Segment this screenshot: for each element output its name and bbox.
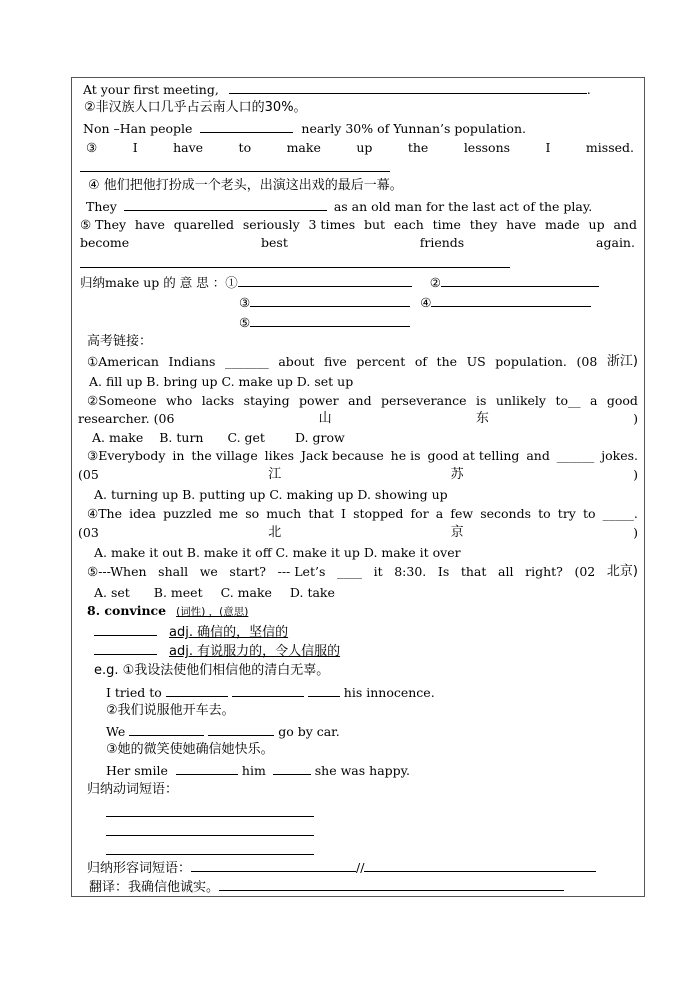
adj-form-1 [94, 623, 288, 641]
question-5-options[interactable] [94, 585, 335, 601]
word: seriously [242, 217, 300, 232]
word: Jack because [300, 448, 384, 463]
question-2 [87, 393, 638, 409]
answer-blank[interactable] [80, 159, 390, 172]
word: ③Everybody [87, 448, 166, 463]
word: 江 [268, 467, 282, 482]
word: 北 [268, 525, 282, 540]
word: he is [390, 448, 421, 463]
word: (02 [574, 564, 596, 579]
word: (05 [78, 467, 99, 482]
option-a[interactable]: A. make [92, 430, 144, 445]
answer-blank[interactable] [124, 198, 327, 211]
text: Her smile [106, 763, 168, 778]
word: about [278, 354, 315, 369]
sentence-5-en [80, 217, 637, 233]
word: (03 [78, 525, 99, 540]
word: me [218, 506, 239, 521]
word: and [526, 448, 550, 463]
word-heading [87, 603, 248, 620]
text: I tried to [106, 685, 162, 700]
summary-meanings-2 [239, 294, 591, 311]
word: in [172, 448, 185, 463]
answer-blank[interactable] [106, 823, 314, 836]
verb-phrase-label: 归纳动词短语： [87, 782, 179, 797]
word-title: 8. convince [87, 603, 167, 618]
answer-blank[interactable] [229, 81, 587, 94]
word: for [410, 506, 429, 521]
answer-blank[interactable] [250, 294, 410, 307]
example-2-zh: ②我们说服他开车去。 [106, 703, 235, 718]
word: the [407, 140, 429, 155]
answer-blank[interactable] [219, 878, 564, 891]
word: so [245, 506, 260, 521]
word: it [373, 564, 383, 579]
word: --- Let’s [277, 564, 326, 579]
question-4 [87, 506, 638, 522]
text: ③ [239, 295, 251, 310]
word: puzzled [163, 506, 212, 521]
word: _______ [225, 354, 269, 369]
example-1-zh: e.g. ①我设法使他们相信他的清白无辜。 [94, 663, 330, 678]
word: I [545, 140, 551, 155]
question-3 [87, 448, 638, 464]
answer-blank[interactable] [431, 294, 591, 307]
section-heading: 高考链接： [87, 334, 153, 349]
word: ) [633, 467, 638, 482]
word: missed. [585, 140, 634, 155]
answer-blank[interactable] [364, 859, 596, 872]
text: she was happy. [314, 763, 411, 778]
word: ③ [86, 140, 98, 155]
answer-blank[interactable] [191, 859, 356, 872]
question-4-options[interactable]: A. make it out B. make it off C. make it up D. make it over [94, 545, 461, 560]
word: idea [129, 506, 156, 521]
adj-form-2 [94, 642, 340, 660]
answer-blank[interactable] [94, 623, 157, 636]
question-1-options[interactable]: A. fill up B. bring up C. make up D. set up [89, 374, 354, 389]
summary-meanings [80, 274, 599, 291]
word: a [435, 506, 444, 521]
word: try [557, 506, 576, 521]
word: all [498, 564, 514, 579]
answer-blank[interactable] [106, 842, 314, 855]
adj-phrase-label: 归纳形容词短语： [87, 861, 192, 876]
question-3-source [78, 467, 638, 483]
sentence-3-en [86, 140, 634, 156]
text: him [241, 763, 266, 778]
word: of [414, 354, 427, 369]
word: likes [264, 448, 295, 463]
word: to__ [555, 393, 581, 408]
text: They [86, 199, 117, 214]
example-1-en [106, 684, 435, 701]
word: stopped [353, 506, 404, 521]
word: and [348, 393, 372, 408]
sentence-4-en [86, 198, 592, 215]
word: unlikely [495, 393, 546, 408]
word: good at telling [427, 448, 520, 463]
sentence-5-en-cont [80, 235, 635, 251]
word: US [466, 354, 486, 369]
answer-blank[interactable] [208, 723, 274, 736]
adj-phrase-line [87, 859, 596, 877]
word: population. [495, 354, 567, 369]
word: ⑤ They [80, 217, 127, 232]
answer-blank[interactable] [308, 684, 340, 697]
separator: // [356, 860, 365, 875]
sentence-1 [83, 81, 591, 98]
word: time [432, 217, 461, 232]
word: again. [596, 235, 635, 250]
word: a [589, 393, 598, 408]
word: perseverance [381, 393, 467, 408]
answer-blank[interactable] [250, 314, 410, 327]
word: but [363, 217, 386, 232]
text: adj. 有说服力的，令人信服的 [168, 644, 341, 659]
question-4-source [78, 525, 638, 541]
word: start? [229, 564, 266, 579]
word: much [266, 506, 302, 521]
word: best [261, 235, 288, 250]
text: ⑤ [239, 315, 251, 330]
word: (08 [576, 354, 598, 369]
text: adj. 确信的，坚信的 [168, 625, 289, 640]
word: have [173, 140, 204, 155]
word: ⑤---When [87, 564, 147, 579]
answer-blank[interactable] [94, 642, 157, 655]
text: We [106, 724, 126, 739]
question-2-options[interactable] [92, 430, 345, 446]
sentence-4-zh: ④ 他们把他打扮成一个老头，出演这出戏的最后一幕。 [88, 178, 403, 193]
word: we [199, 564, 218, 579]
question-1 [87, 354, 638, 370]
word: and [613, 217, 637, 232]
answer-blank[interactable] [176, 762, 238, 775]
word: 3 times [308, 217, 356, 232]
word: up [588, 217, 605, 232]
word: five [324, 354, 347, 369]
word: power [299, 393, 339, 408]
option-c[interactable]: C. make [220, 585, 272, 600]
text: his innocence. [343, 685, 435, 700]
answer-blank[interactable] [273, 762, 311, 775]
word: the village [191, 448, 258, 463]
option-d[interactable]: D. take [289, 585, 335, 600]
word: friends [419, 235, 465, 250]
answer-blank[interactable] [441, 274, 599, 287]
word: ①American [87, 354, 159, 369]
word: lacks [201, 393, 235, 408]
word: staying [243, 393, 290, 408]
word: lessons [463, 140, 511, 155]
word: make [286, 140, 321, 155]
word: that [308, 506, 334, 521]
word: right? [525, 564, 563, 579]
question-5 [87, 564, 638, 580]
translation-label: 翻译：我确信他诚实。 [89, 880, 220, 895]
word-pos-hint: (词性) ，(意思) [176, 606, 249, 618]
answer-blank[interactable] [166, 684, 228, 697]
translation-line [89, 878, 564, 896]
word: 京 [450, 525, 464, 540]
word: ) [633, 411, 638, 426]
word: up [356, 140, 373, 155]
option-a[interactable]: A. set [94, 585, 130, 600]
word: shall [158, 564, 189, 579]
word: 8:30. [394, 564, 427, 579]
word: they [469, 217, 498, 232]
word: to [582, 506, 596, 521]
word: made [544, 217, 580, 232]
word: ) [633, 525, 638, 540]
text: ④ [420, 295, 432, 310]
text: 归纳make up 的 意 思 ：① [80, 275, 238, 290]
answer-blank[interactable] [106, 804, 314, 817]
word: the [436, 354, 458, 369]
word: Indians [168, 354, 216, 369]
word: who [165, 393, 193, 408]
text: ② [429, 275, 441, 290]
word: to [238, 140, 252, 155]
example-3-en [106, 762, 410, 779]
word: that [460, 564, 487, 579]
answer-blank[interactable] [80, 255, 510, 268]
answer-blank[interactable] [129, 723, 204, 736]
word: to [538, 506, 551, 521]
word: I [132, 140, 138, 155]
answer-blank[interactable] [200, 120, 293, 133]
word: _____. [602, 506, 638, 521]
text: Non –Han people [83, 121, 193, 136]
answer-blank[interactable] [232, 684, 304, 697]
word: I [341, 506, 346, 521]
word: jokes. [601, 448, 638, 463]
example-2-en [106, 723, 340, 740]
summary-meanings-3 [239, 314, 410, 331]
text: as an old man for the last act of the play. [333, 199, 593, 214]
question-2-source [78, 411, 638, 427]
word: ②Someone [87, 393, 157, 408]
sentence-2-zh: ②非汉族人口几乎占云南人口的30%。 [84, 100, 307, 115]
word: 山 [318, 411, 332, 426]
word: 东 [475, 411, 489, 426]
word: ____ [336, 564, 362, 579]
example-3-zh: ③她的微笑使她确信她快乐。 [106, 742, 274, 757]
word: 北京) [606, 564, 638, 579]
word: each [393, 217, 424, 232]
text: At your first meeting, [83, 82, 219, 97]
word: percent [356, 354, 406, 369]
word: Is [437, 564, 450, 579]
text: . [586, 82, 591, 97]
text: go by car. [278, 724, 340, 739]
text: nearly 30% of Yunnan’s population. [301, 121, 526, 136]
word: 浙江) [606, 354, 638, 369]
word: have [134, 217, 165, 232]
option-c[interactable]: C. get [227, 430, 265, 445]
word: researcher. (06 [78, 411, 175, 426]
word: ______ [556, 448, 595, 463]
question-3-options[interactable]: A. turning up B. putting up C. making up D. showing up [94, 487, 448, 502]
option-d[interactable]: D. grow [294, 430, 345, 445]
option-b[interactable]: B. turn [159, 430, 204, 445]
word: become [80, 235, 130, 250]
sentence-2-en [83, 120, 526, 137]
word: ④The [87, 506, 122, 521]
word: is [476, 393, 487, 408]
word: have [506, 217, 537, 232]
option-b[interactable]: B. meet [153, 585, 203, 600]
word: 苏 [450, 467, 464, 482]
word: good [606, 393, 638, 408]
word: seconds [480, 506, 532, 521]
answer-blank[interactable] [238, 274, 412, 287]
word: quarelled [173, 217, 234, 232]
word: few [450, 506, 474, 521]
